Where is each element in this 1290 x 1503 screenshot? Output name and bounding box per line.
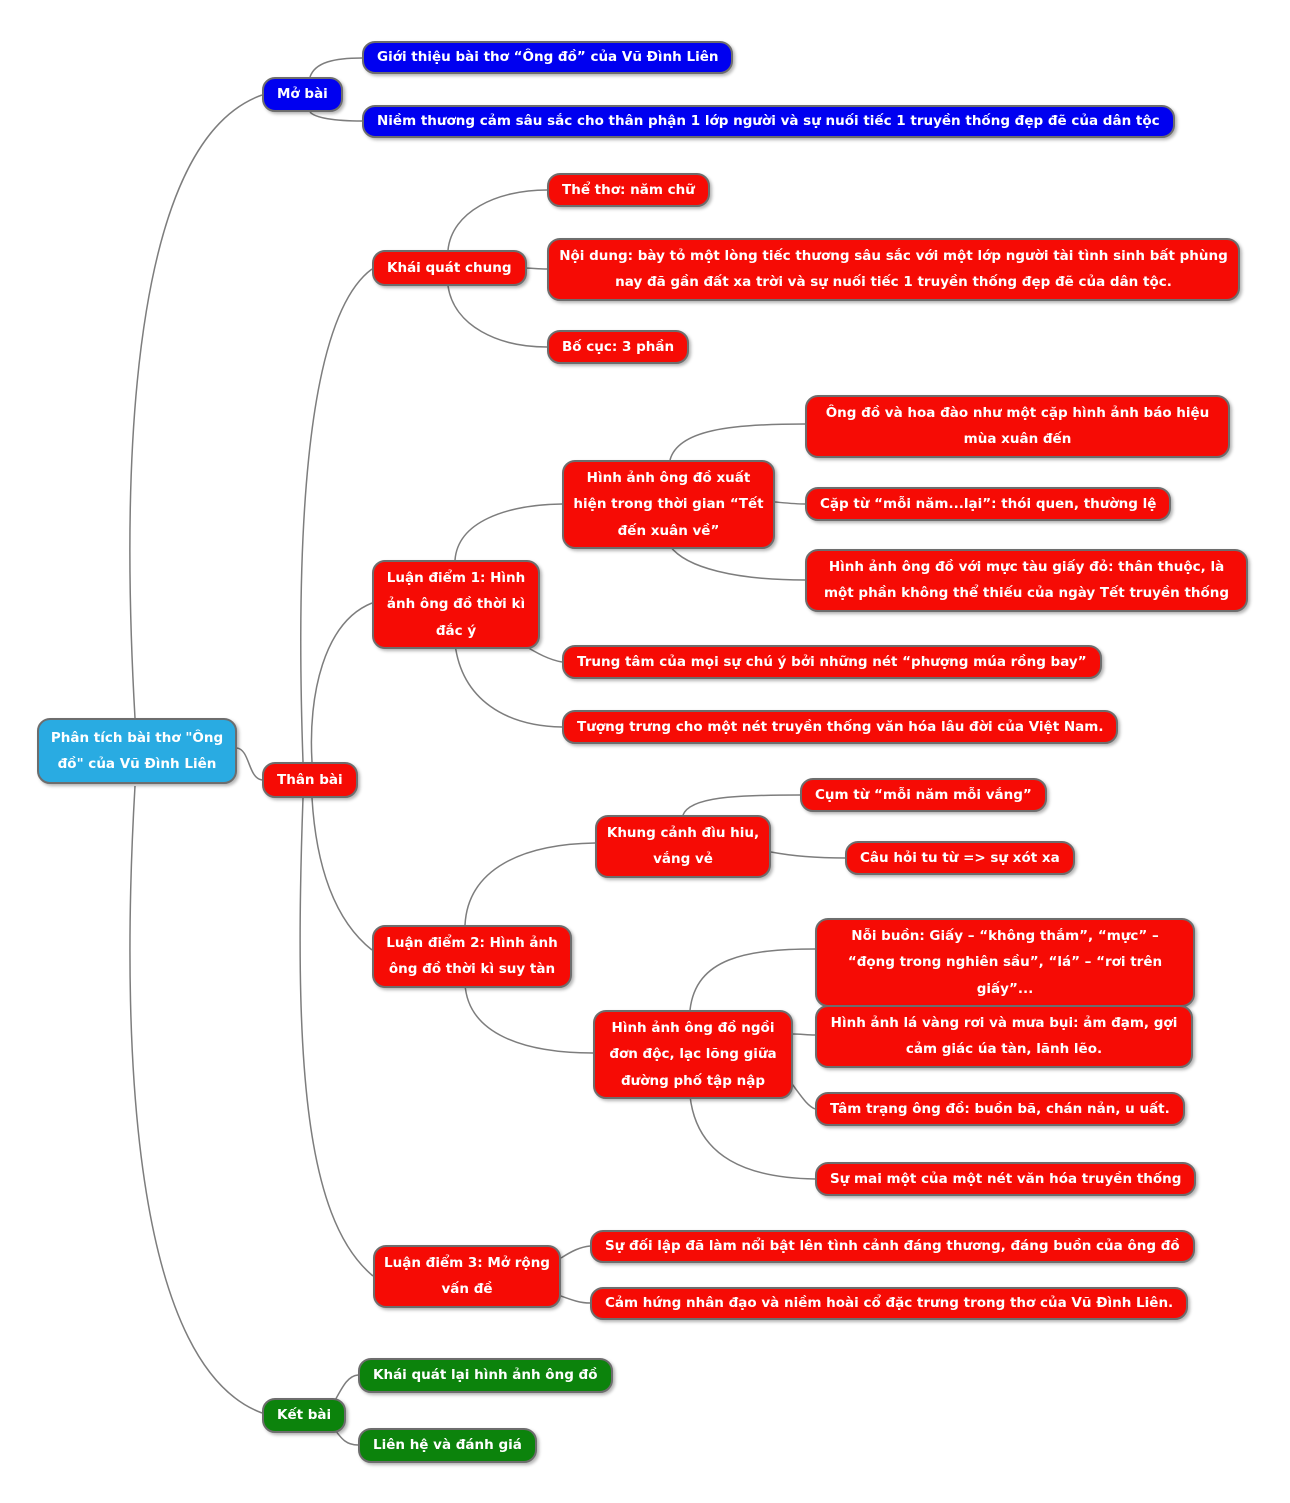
connector-ld2-ngoidondoc <box>465 984 593 1053</box>
node-doi-lap[interactable]: Sự đối lập đã làm nổi bật lên tình cảnh đáng thương, đáng buồn của ông đồ <box>590 1230 1195 1263</box>
connector-root-thanbai <box>237 748 262 780</box>
node-la-vang[interactable]: Hình ảnh lá vàng rơi và mưa bụi: ảm đạm, gợi cảm giác úa tàn, lãnh lẽo. <box>815 1005 1193 1068</box>
node-mo-bai[interactable]: Mở bài <box>262 77 343 112</box>
node-cum-tu[interactable]: Cụm từ “mỗi năm mỗi vắng” <box>800 778 1047 812</box>
node-cap-tu[interactable]: Cặp từ “mỗi năm...lại”: thói quen, thường lệ <box>805 487 1171 521</box>
node-the-tho[interactable]: Thể thơ: năm chữ <box>547 173 710 207</box>
connector-khaiquat-thetho <box>448 190 547 250</box>
connector-ngoidondoc-maimot <box>690 1096 815 1179</box>
node-mai-mot[interactable]: Sự mai một của một nét văn hóa truyền thống <box>815 1162 1196 1196</box>
connector-ld3-camhung <box>561 1296 590 1303</box>
connector-mobai-gioithieu <box>310 58 362 77</box>
connector-ngoidondoc-lavang <box>793 1034 815 1035</box>
node-root[interactable]: Phân tích bài thơ "Ông đồ" của Vũ Đình Liên <box>37 718 237 784</box>
connector-thanbai-ld1 <box>311 603 372 762</box>
connector-khungcanh-cauhoi <box>771 852 845 858</box>
node-bo-cuc[interactable]: Bố cục: 3 phần <box>547 330 689 364</box>
connector-ld3-doilap <box>561 1246 590 1258</box>
connector-thanbai-ld3 <box>300 798 373 1276</box>
connector-khungcanh-cumtu <box>683 795 800 815</box>
node-ket-bai[interactable]: Kết bài <box>262 1398 346 1433</box>
connector-khaiquat-bocuc <box>448 286 547 347</box>
connector-thanbai-ld2 <box>312 798 372 950</box>
connector-root-mobai <box>130 95 262 718</box>
node-luan-diem-2[interactable]: Luận điểm 2: Hình ảnh ông đồ thời kì suy tàn <box>372 925 572 988</box>
node-than-bai[interactable]: Thân bài <box>262 762 358 798</box>
connector-xuathien-captu <box>775 502 805 504</box>
node-tam-trang[interactable]: Tâm trạng ông đồ: buồn bã, chán nản, u uất. <box>815 1092 1185 1126</box>
node-gioi-thieu[interactable]: Giới thiệu bài thơ “Ông đồ” của Vũ Đình Liên <box>362 41 733 74</box>
node-xuat-hien[interactable]: Hình ảnh ông đồ xuất hiện trong thời gian “Tết đến xuân về” <box>562 460 775 549</box>
connector-ld2-khungcanh <box>465 843 595 925</box>
node-niem-thuong[interactable]: Niềm thương cảm sâu sắc cho thân phận 1 lớp người và sự nuối tiếc 1 truyền thống đẹp đẽ của dân tộc <box>362 105 1175 138</box>
node-khai-quat-chung[interactable]: Khái quát chung <box>372 250 527 286</box>
node-luan-diem-1[interactable]: Luận điểm 1: Hình ảnh ông đồ thời kì đắc ý <box>372 560 540 649</box>
connector-ld1-xuathien <box>455 504 562 560</box>
node-lien-he[interactable]: Liên hệ và đánh giá <box>358 1428 537 1463</box>
connector-mobai-niemthuong <box>310 112 362 121</box>
connector-xuathien-hoadao <box>670 424 805 460</box>
node-muc-tau[interactable]: Hình ảnh ông đồ với mực tàu giấy đỏ: thân thuộc, là một phần không thể thiếu của ngày Tết truyền thống <box>805 549 1248 612</box>
connector-thanbai-khaiquat <box>301 269 372 762</box>
node-cau-hoi[interactable]: Câu hỏi tu từ => sự xót xa <box>845 841 1075 875</box>
node-cam-hung[interactable]: Cảm hứng nhân đạo và niềm hoài cổ đặc trưng trong thơ của Vũ Đình Liên. <box>590 1287 1188 1320</box>
node-khai-quat-lai[interactable]: Khái quát lại hình ảnh ông đồ <box>358 1358 613 1393</box>
node-noi-dung[interactable]: Nội dung: bày tỏ một lòng tiếc thương sâu sắc với một lớp người tài tình sinh bất phùng nay đã gần đất xa trời và sự nuối tiếc 1 truyền thống đẹp đẽ của dân tộc. <box>547 238 1240 301</box>
connector-xuathien-muctau <box>670 546 805 580</box>
node-hoa-dao[interactable]: Ông đồ và hoa đào như một cặp hình ảnh báo hiệu mùa xuân đến <box>805 395 1230 458</box>
node-luan-diem-3[interactable]: Luận điểm 3: Mở rộng vấn đề <box>373 1245 561 1308</box>
connector-ngoidondoc-noibuon <box>690 949 815 1010</box>
node-khung-canh[interactable]: Khung cảnh đìu hiu, vắng vẻ <box>595 815 771 878</box>
node-noi-buon[interactable]: Nỗi buồn: Giấy – “không thắm”, “mực” – “đọng trong nghiên sầu”, “lá” – “rơi trên giấy”... <box>815 918 1195 1007</box>
node-ngoi-don-doc[interactable]: Hình ảnh ông đồ ngồi đơn độc, lạc lõng giữa đường phố tập nập <box>593 1010 793 1099</box>
node-trung-tam[interactable]: Trung tâm của mọi sự chú ý bởi những nét “phượng múa rồng bay” <box>562 645 1102 679</box>
connector-root-ketbai <box>130 786 262 1413</box>
node-tuong-trung[interactable]: Tượng trưng cho một nét truyền thống văn hóa lâu đời của Việt Nam. <box>562 710 1118 744</box>
